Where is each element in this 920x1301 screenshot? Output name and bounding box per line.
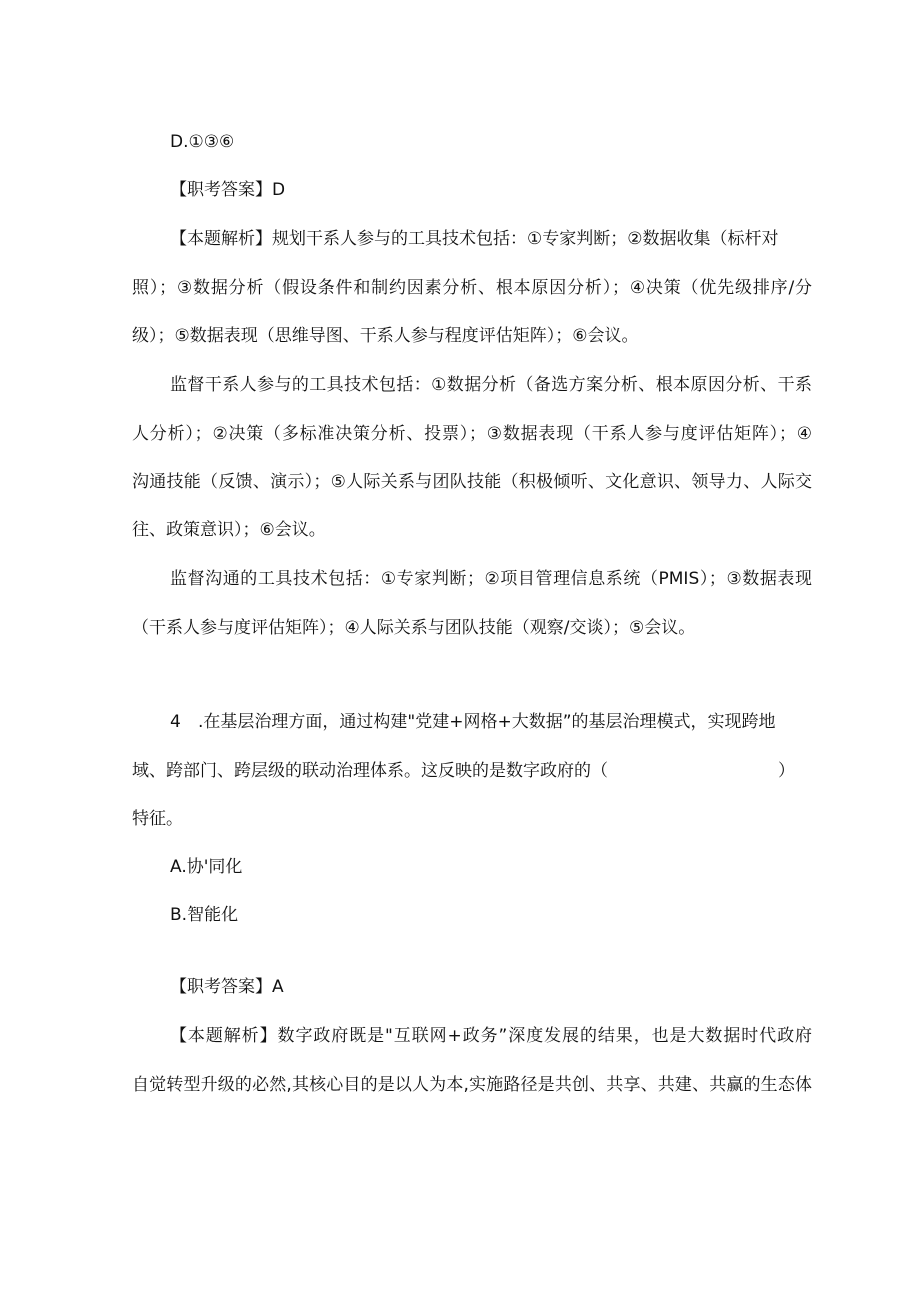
- analysis-line-3: 级）；⑤数据表现（思维导图、干系人参与程度评估矩阵）；⑥会议。: [132, 326, 639, 346]
- question-text-2: 域、跨部门、跨层级的联动治理体系。这反映的是数字政府的（: [132, 761, 608, 781]
- option-d: D.①③⑥: [170, 132, 235, 152]
- answer-line-q4: [170, 975, 850, 999]
- q4-analysis-line-1: 【本题解析】数字政府既是"互联网+政务”深度发展的结果，也是大数据时代政府: [170, 1026, 812, 1046]
- question-blank-close: ）: [778, 761, 795, 781]
- monitor-line-4: 往、政策意识）；⑥会议。: [132, 520, 326, 540]
- answer-value: D: [272, 180, 286, 200]
- question-4-line-3: 特征。: [132, 809, 183, 829]
- option-a: A.协'同化: [170, 857, 243, 877]
- monitor-line-2: 人分析）；②决策（多标准决策分析、投票）；③数据表现（干系人参与度评估矩阵）；④: [132, 424, 812, 444]
- option-b: B.智能化: [170, 905, 239, 925]
- comm-line-1: 监督沟通的工具技术包括：①专家判断；②项目管理信息系统（PMIS）；③数据表现: [170, 569, 812, 589]
- answer-value: A: [272, 977, 284, 997]
- question-number: 4: [170, 712, 181, 732]
- analysis-line-2: 照）；③数据分析（假设条件和制约因素分析、根本原因分析）；④决策（优先级排序/分: [132, 278, 812, 298]
- monitor-line-3: 沟通技能（反馈、演示）；⑤人际关系与团队技能（积极倾听、文化意识、领导力、人际交: [132, 472, 812, 492]
- comm-line-2: （干系人参与度评估矩阵）；④人际关系与团队技能（观察/交谈）；⑤会议。: [132, 618, 696, 638]
- question-4-line-2: [132, 759, 812, 783]
- question-4-line-1: [170, 710, 850, 734]
- q4-analysis-line-2: 自觉转型升级的必然,其核心目的是以人为本,实施路径是共创、共享、共建、共赢的生态体: [132, 1075, 812, 1095]
- question-text-1: .在基层治理方面，通过构建"党建+网格+大数据”的基层治理模式，实现跨地: [198, 712, 776, 732]
- answer-label: 【职考答案】: [170, 180, 272, 200]
- monitor-line-1: 监督干系人参与的工具技术包括：①数据分析（备选方案分析、根本原因分析、干系: [170, 375, 812, 395]
- analysis-line-1: 【本题解析】规划干系人参与的工具技术包括：①专家判断；②数据收集（标杆对: [170, 229, 779, 249]
- answer-label: 【职考答案】: [170, 977, 272, 997]
- answer-line-prev: [170, 178, 850, 202]
